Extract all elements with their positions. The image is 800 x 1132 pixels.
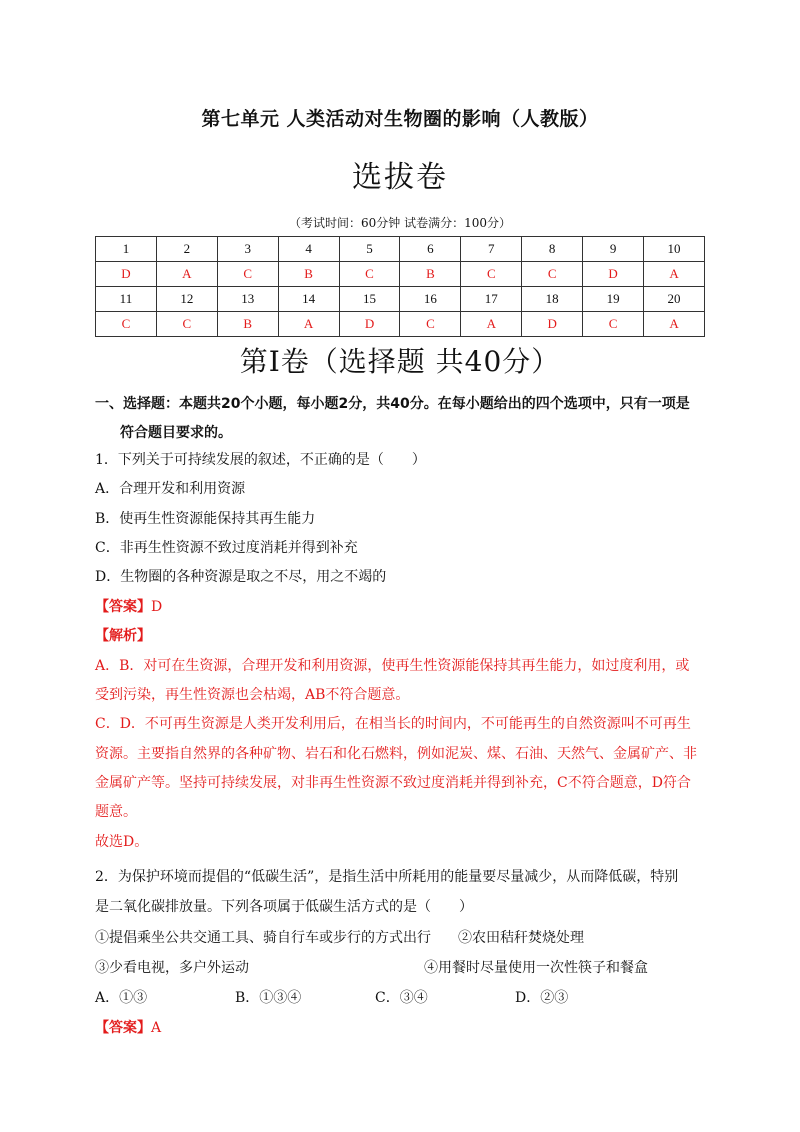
table-row (96, 287, 705, 312)
statement-item: ②农田秸秆焚烧处理 (458, 930, 584, 946)
analysis-text: C．D．不可再生资源是人类开发利用后，在相当长的时间内，不可能再生的自然资源叫不可再生 (95, 716, 691, 732)
document-subtitle: 选拔卷 (352, 160, 448, 195)
analysis-text: 受到污染，再生性资源也会枯竭，AB不符合题意。 (95, 687, 410, 703)
answer-value: A (151, 1020, 162, 1036)
table-cell: 8 (522, 237, 583, 262)
analysis-label: 【解析】 (95, 628, 151, 644)
question-stem: 1．下列关于可持续发展的叙述，不正确的是（ ） (95, 452, 426, 468)
answer-label: 【答案】 (95, 599, 151, 615)
answer-option: B．①③④ (235, 990, 302, 1006)
table-cell: 2 (156, 237, 217, 262)
table-cell: 7 (461, 237, 522, 262)
statement-item: ①提倡乘坐公共交通工具、骑自行车或步行的方式出行 (95, 930, 431, 946)
analysis-text: A．B．对可在生资源，合理开发和利用资源，使再生性资源能保持其再生能力，如过度利用，或 (95, 658, 690, 674)
table-cell: 5 (339, 237, 400, 262)
table-cell: A (156, 262, 217, 287)
answer-line (95, 596, 162, 616)
answer-key-table (95, 236, 705, 337)
section-instruction: 符合题目要求的。 (120, 425, 232, 441)
table-cell: 9 (583, 237, 644, 262)
answer-option: A．①③ (95, 990, 148, 1006)
table-cell: 13 (217, 287, 278, 312)
analysis-text: 题意。 (95, 804, 137, 820)
answer-option: C．③④ (375, 990, 428, 1006)
table-cell: C (156, 312, 217, 337)
section-instruction: 一、选择题：本题共20个小题，每小题2分，共40分。在每小题给出的四个选项中，只有一项是 (95, 396, 690, 412)
table-cell: 12 (156, 287, 217, 312)
table-cell: C (400, 312, 461, 337)
question-stem: 2．为保护环境而提倡的“低碳生活”，是指生活中所耗用的能量要尽量减少，从而降低碳，特别 (95, 869, 679, 885)
table-cell: 20 (644, 287, 705, 312)
answer-label: 【答案】 (95, 1020, 151, 1036)
answer-option: D．生物圈的各种资源是取之不尽，用之不竭的 (95, 569, 387, 585)
table-cell: D (339, 312, 400, 337)
table-cell: 16 (400, 287, 461, 312)
table-cell: C (461, 262, 522, 287)
table-cell: B (278, 262, 339, 287)
analysis-text: 金属矿产等。坚持可持续发展，对非再生性资源不致过度消耗并得到补充，C不符合题意，D符合 (95, 775, 691, 791)
table-cell: 15 (339, 287, 400, 312)
table-cell: 19 (583, 287, 644, 312)
table-cell: 14 (278, 287, 339, 312)
table-cell: 18 (522, 287, 583, 312)
table-row (96, 312, 705, 337)
table-row (96, 237, 705, 262)
table-row (96, 262, 705, 287)
table-cell: C (339, 262, 400, 287)
question-stem: 是二氧化碳排放量。下列各项属于低碳生活方式的是（ ） (95, 899, 473, 915)
table-cell: D (96, 262, 157, 287)
table-cell: A (461, 312, 522, 337)
analysis-text: 资源。主要指自然界的各种矿物、岩石和化石燃料，例如泥炭、煤、石油、天然气、金属矿产、非 (95, 746, 697, 762)
analysis-text: 故选D。 (95, 834, 149, 850)
table-cell: A (644, 262, 705, 287)
answer-option: D．②③ (515, 990, 569, 1006)
table-cell: B (217, 312, 278, 337)
table-cell: 10 (644, 237, 705, 262)
table-cell: A (644, 312, 705, 337)
table-cell: D (583, 262, 644, 287)
section-title: 第Ⅰ卷（选择题 共40分） (239, 345, 561, 378)
table-cell: 17 (461, 287, 522, 312)
table-cell: 4 (278, 237, 339, 262)
table-cell: C (96, 312, 157, 337)
answer-line (95, 1017, 161, 1037)
table-cell: 3 (217, 237, 278, 262)
answer-option: B．使再生性资源能保持其再生能力 (95, 511, 316, 527)
statement-item: ④用餐时尽量使用一次性筷子和餐盒 (424, 960, 648, 976)
table-cell: D (522, 312, 583, 337)
document-title: 第七单元 人类活动对生物圈的影响（人教版） (201, 108, 599, 130)
answer-value: D (151, 599, 163, 615)
answer-options-row (95, 987, 705, 1007)
answer-option: C．非再生性资源不致过度消耗并得到补充 (95, 540, 358, 556)
table-cell: C (583, 312, 644, 337)
table-cell: 1 (96, 237, 157, 262)
table-cell: A (278, 312, 339, 337)
table-cell: C (217, 262, 278, 287)
answer-option: A．合理开发和利用资源 (95, 481, 246, 497)
statement-item: ③少看电视，多户外运动 (95, 960, 249, 976)
table-cell: B (400, 262, 461, 287)
table-cell: 6 (400, 237, 461, 262)
table-cell: 11 (96, 287, 157, 312)
table-cell: C (522, 262, 583, 287)
exam-info: （考试时间：60分钟 试卷满分：100分） (289, 216, 511, 230)
